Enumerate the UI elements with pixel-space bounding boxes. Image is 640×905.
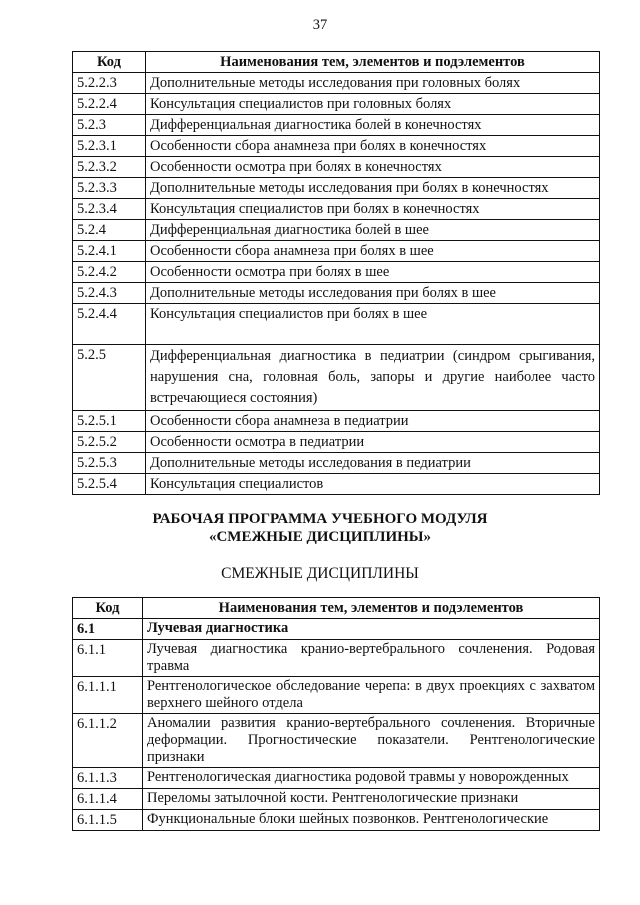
row-name: Аномалии развития кранио-вертебрального сочленения. Вторичные деформации. Прогностические показатели. Рентгенологические признаки	[143, 714, 600, 768]
row-name: Особенности сбора анамнеза при болях в конечностях	[146, 136, 600, 157]
table-row	[73, 241, 600, 262]
table-row	[73, 220, 600, 241]
table-row	[73, 94, 600, 115]
row-name: Консультация специалистов при головных болях	[146, 94, 600, 115]
row-code: 6.1	[73, 619, 143, 640]
row-code: 5.2.4.4	[73, 304, 146, 345]
row-name: Особенности осмотра при болях в шее	[146, 262, 600, 283]
row-code: 5.2.3.3	[73, 178, 146, 199]
row-code: 5.2.5.1	[73, 411, 146, 432]
table-row	[73, 714, 600, 768]
related-disciplines-table	[72, 597, 600, 831]
row-code: 5.2.2.4	[73, 94, 146, 115]
section-title-line-2: «СМЕЖНЫЕ ДИСЦИПЛИНЫ»	[208, 529, 432, 545]
row-code: 5.2.5	[73, 345, 146, 411]
row-code: 6.1.1.3	[73, 768, 143, 789]
column-header-code: Код	[73, 598, 143, 619]
table-row	[73, 199, 600, 220]
table-row	[73, 157, 600, 178]
row-name: Функциональные блоки шейных позвонков. Рентгенологические	[143, 810, 600, 831]
topics-table-continued	[72, 51, 600, 495]
table-row	[73, 677, 600, 714]
row-name: Лучевая диагностика	[143, 619, 600, 640]
row-code: 5.2.4.2	[73, 262, 146, 283]
table-row	[73, 411, 600, 432]
column-header-name: Наименования тем, элементов и подэлементов	[143, 598, 600, 619]
table-row	[73, 178, 600, 199]
row-code: 5.2.5.3	[73, 453, 146, 474]
row-name: Особенности сбора анамнеза при болях в шее	[146, 241, 600, 262]
row-code: 5.2.5.2	[73, 432, 146, 453]
row-code: 6.1.1.1	[73, 677, 143, 714]
row-code: 5.2.3	[73, 115, 146, 136]
row-name: Особенности осмотра в педиатрии	[146, 432, 600, 453]
table-row	[73, 640, 600, 677]
column-header-name: Наименования тем, элементов и подэлементов	[146, 52, 600, 73]
row-name: Особенности сбора анамнеза в педиатрии	[146, 411, 600, 432]
table-row	[73, 73, 600, 94]
row-code: 6.1.1	[73, 640, 143, 677]
row-name: Дополнительные методы исследования при болях в шее	[146, 283, 600, 304]
row-code: 5.2.4.1	[73, 241, 146, 262]
row-code: 5.2.3.1	[73, 136, 146, 157]
row-code: 5.2.2.3	[73, 73, 146, 94]
table-row	[73, 789, 600, 810]
table-row	[73, 453, 600, 474]
row-code: 5.2.4	[73, 220, 146, 241]
table-row	[73, 810, 600, 831]
row-name: Дополнительные методы исследования при головных болях	[146, 73, 600, 94]
section-title	[0, 510, 640, 546]
table-header-row	[73, 52, 600, 73]
page-number: 37	[312, 17, 328, 33]
table-row	[73, 474, 600, 495]
table-header-row	[73, 598, 600, 619]
row-name: Рентгенологическое обследование черепа: в двух проекциях с захватом верхнего шейного отдела	[143, 677, 600, 714]
row-name: Дополнительные методы исследования в педиатрии	[146, 453, 600, 474]
table-row	[73, 136, 600, 157]
row-code: 6.1.1.2	[73, 714, 143, 768]
section-subtitle: СМЕЖНЫЕ ДИСЦИПЛИНЫ	[221, 565, 419, 582]
row-code: 6.1.1.5	[73, 810, 143, 831]
row-code: 5.2.3.2	[73, 157, 146, 178]
table-row	[73, 115, 600, 136]
row-name: Дифференциальная диагностика болей в конечностях	[146, 115, 600, 136]
table-row	[73, 619, 600, 640]
row-name: Особенности осмотра при болях в конечностях	[146, 157, 600, 178]
table-row	[73, 345, 600, 411]
row-name: Рентгенологическая диагностика родовой травмы у новорожденных	[143, 768, 600, 789]
table-row	[73, 304, 600, 345]
row-name: Лучевая диагностика кранио-вертебрального сочленения. Родовая травма	[143, 640, 600, 677]
row-code: 5.2.3.4	[73, 199, 146, 220]
row-name: Консультация специалистов	[146, 474, 600, 495]
row-name: Переломы затылочной кости. Рентгенологические признаки	[143, 789, 600, 810]
row-name: Консультация специалистов при болях в шее	[146, 304, 600, 345]
row-name: Дифференциальная диагностика болей в шее	[146, 220, 600, 241]
table-row	[73, 283, 600, 304]
row-code: 5.2.5.4	[73, 474, 146, 495]
row-code: 5.2.4.3	[73, 283, 146, 304]
row-code: 6.1.1.4	[73, 789, 143, 810]
row-name: Дифференциальная диагностика в педиатрии (синдром срыгивания, нарушения сна, головная боль, запоры и другие наиболее часто встречающиеся состояния)	[146, 345, 600, 411]
table-row	[73, 432, 600, 453]
table-row	[73, 262, 600, 283]
table-row	[73, 768, 600, 789]
row-name: Консультация специалистов при болях в конечностях	[146, 199, 600, 220]
column-header-code: Код	[73, 52, 146, 73]
section-title-line-1: РАБОЧАЯ ПРОГРАММА УЧЕБНОГО МОДУЛЯ	[152, 511, 488, 527]
row-name: Дополнительные методы исследования при болях в конечностях	[146, 178, 600, 199]
